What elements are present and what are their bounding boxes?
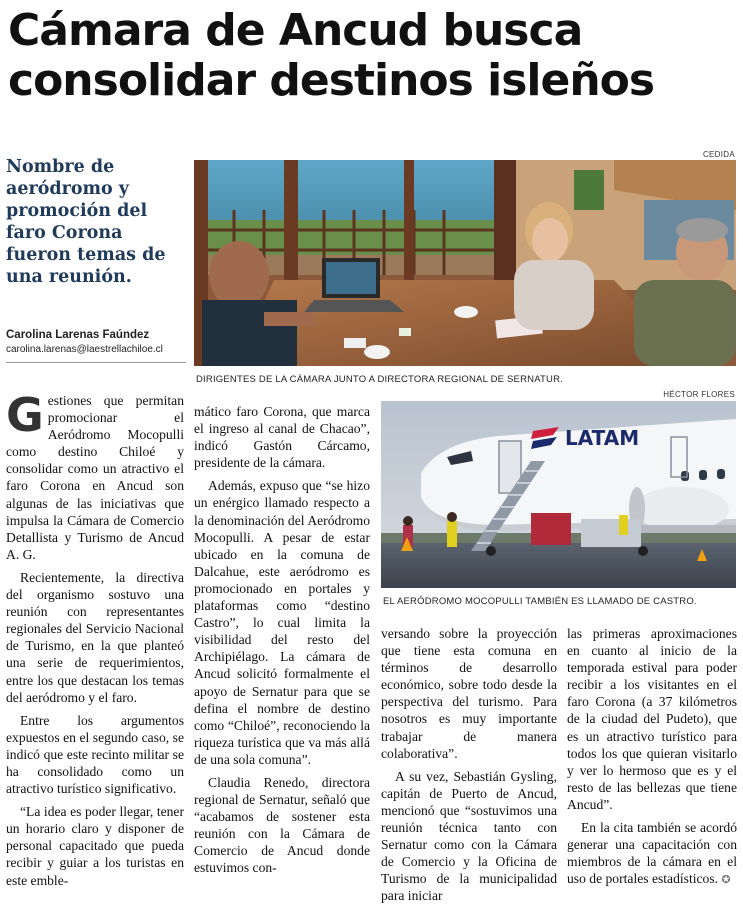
author-name: Carolina Larenas Faúndez [6, 329, 150, 341]
body-paragraph: “La idea es poder llegar, tener un horario claro y disponer de personal capacitado que pueda recibir y guiar a los turistas en este emble- [6, 804, 184, 888]
body-column-4 [567, 625, 737, 895]
deck-subtitle: Nombre de aeródromo y promoción del faro Corona fueron temas de una reunión. [6, 157, 166, 287]
photo-caption-2: EL AERÓDROMO MOCOPULLI TAMBIÉN ES LLAMADO DE CASTRO. [383, 596, 697, 607]
body-column-1 [6, 388, 184, 895]
body-paragraph: estiones que permitan promocionar el Aeródromo Mocopulli como destino Chiloé y consolidar como un atractivo el faro Corona en Ancud son algunas de las iniciativas que impulsa la Cámara de Comercio Detallista y Turismo de Ancud A. G. [6, 393, 184, 562]
author-email: carolina.larenas@laestrellachiloe.cl [6, 344, 163, 355]
photo-caption-1: DIRIGENTES DE LA CÁMARA JUNTO A DIRECTORA REGIONAL DE SERNATUR. [196, 374, 563, 385]
body-paragraph: versando sobre la proyección que tiene esta comuna en términos de desarrollo económico, sobre todo desde la perspectiva del turismo. Para nosotros es muy importante trabajar de manera colaborativa”. [381, 626, 557, 761]
body-paragraph: Recientemente, la directiva del organismo sostuvo una reunión con representantes regionales del Servicio Nacional de Turismo, en la que planteó una serie de requerimientos, entre los que destacan los temas del aeródromo y el faro. [6, 569, 184, 705]
body-paragraph: las primeras aproximaciones en cuanto al inicio de la temporada estival para poder recibir a los visitantes en el faro Corona (a 37 kilómetros de la ciudad del Pudeto), que es un atractivo turístico para todos los que quieran visitarlo y ver lo hermoso que es y el resto de las bellezas que tiene Ancud”. [567, 626, 737, 812]
body-paragraph: Entre los argumentos expuestos en el segundo caso, se indicó que este recinto militar se ha consolidado como un atractivo turístico significativo. [6, 712, 184, 797]
body-column-2 [194, 403, 370, 883]
dropcap: G [6, 388, 44, 442]
body-paragraph: Claudia Renedo, directora regional de Sernatur, señaló que “acabamos de sostener esta reunión con la Cámara de Comercio de Ancud donde estuvimos con- [194, 774, 370, 876]
end-mark-icon: ✪ [721, 874, 731, 887]
deck-divider [6, 362, 186, 363]
plane-logo: LATAM [565, 426, 640, 450]
headline: Cámara de Ancud busca consolidar destinos isleños [8, 5, 655, 106]
body-paragraph: mático faro Corona, que marca el ingreso al canal de Chacao”, indicó Gastón Cárcamo, presidente de la cámara. [194, 404, 370, 471]
body-paragraph: A su vez, Sebastián Gysling, capitán de Puerto de Ancud, mencionó que “sostuvimos una reunión técnica tanto con Sernatur como con la Cámara de Comercio y la Oficina de Turismo de la municipalidad para iniciar [381, 768, 557, 904]
meeting-photo [194, 160, 736, 366]
photo-credit-2: HÉCTOR FLORES [663, 390, 735, 399]
photo-credit-1: CEDIDA [702, 150, 735, 159]
body-column-3 [381, 625, 557, 911]
body-paragraph: En la cita también se acordó generar una capacitación con miembros de la cámara en el uso de portales estadísticos. [567, 820, 737, 887]
body-paragraph: Además, expuso que “se hizo un enérgico llamado respecto a la denominación del Aeródromo Mocopulli. A pesar de estar ubicado en la comuna de Dalcahue, este aeródromo es promocionado en portales y plataformas como “destino Castro”, lo cual limita la visibilidad del resto del Archipiélago. La cámara de Ancud solicitó formalmente el apoyo de Sernatur para que se defina el nombre de destino como “Chiloé”, reconociendo la riqueza turística que va más allá de una sola comuna”. [194, 478, 370, 767]
airplane-photo [381, 401, 736, 588]
